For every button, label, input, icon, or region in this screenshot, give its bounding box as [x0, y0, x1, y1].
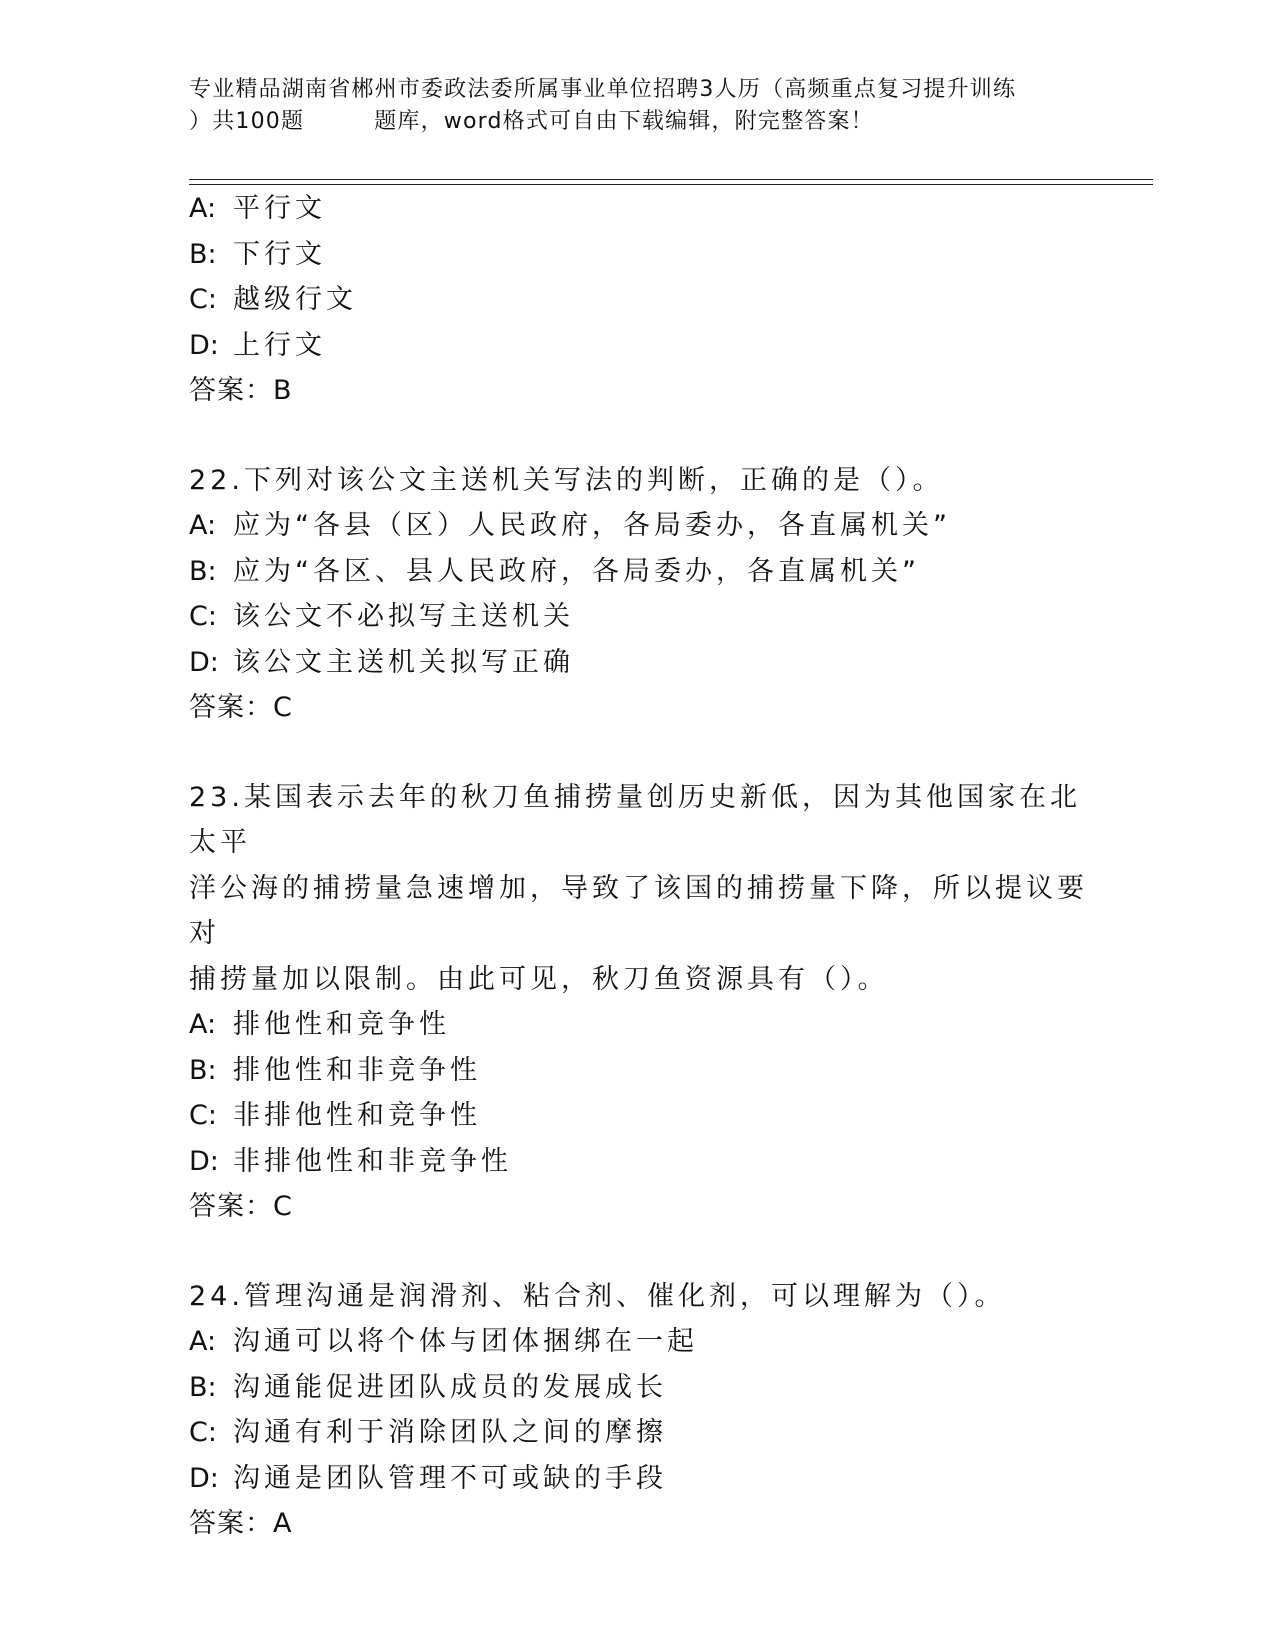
- answer: 答案：C: [189, 1191, 293, 1222]
- answer: 答案：B: [189, 375, 293, 406]
- option-b: B: 应为“各区、县人民政府，各局委办，各直属机关”: [189, 555, 920, 587]
- option-a: A: 平行文: [189, 193, 326, 224]
- option-c: C: 沟通有利于消除团队之间的摩擦: [189, 1417, 667, 1448]
- question-24: [189, 1274, 1089, 1547]
- header-line-2: [189, 106, 1089, 138]
- option-a: A: 排他性和竞争性: [189, 1009, 450, 1040]
- header-divider-bottom: [189, 184, 1153, 185]
- option-d: D: 非排他性和非竞争性: [189, 1145, 512, 1177]
- header-line-1: 专业精品湖南省郴州市委政法委所属事业单位招聘3人历（高频重点复习提升训练: [189, 77, 1017, 102]
- document-header: [189, 74, 1089, 138]
- answer: 答案：A: [189, 1508, 293, 1539]
- question-text: 22.下列对该公文主送机关写法的判断，正确的是（）。: [189, 464, 944, 496]
- option-c: C: 非排他性和竞争性: [189, 1100, 481, 1131]
- answer: 答案：C: [189, 692, 293, 723]
- header-line-2a: ）共100题: [189, 109, 305, 134]
- question-21-continued: [189, 186, 1089, 414]
- option-b: B: 排他性和非竞争性: [189, 1054, 481, 1086]
- option-d: D: 该公文主送机关拟写正确: [189, 646, 574, 678]
- header-divider-top: [189, 179, 1153, 180]
- option-a: A: 沟通可以将个体与团体捆绑在一起: [189, 1326, 698, 1357]
- header-line-2b: 题库，word格式可自由下载编辑，附完整答案！: [374, 109, 874, 134]
- question-text: 24.管理沟通是润滑剂、粘合剂、催化剂，可以理解为（）。: [189, 1280, 1006, 1312]
- question-22: [189, 458, 1089, 731]
- question-list: [189, 186, 1089, 1547]
- option-d: D: 上行文: [189, 329, 326, 361]
- option-c: C: 越级行文: [189, 284, 357, 315]
- question-text-line: 洋公海的捕捞量急速增加，导致了该国的捕捞量下降，所以提议要对: [189, 872, 1088, 949]
- question-text-line: 23.某国表示去年的秋刀鱼捕捞量创历史新低，因为其他国家在北太平: [189, 781, 1081, 858]
- option-d: D: 沟通是团队管理不可或缺的手段: [189, 1462, 667, 1494]
- option-c: C: 该公文不必拟写主送机关: [189, 601, 574, 632]
- option-b: B: 下行文: [189, 238, 326, 270]
- option-a: A: 应为“各县（区）人民政府，各局委办，各直属机关”: [189, 510, 951, 541]
- question-text-line: 捕捞量加以限制。由此可见，秋刀鱼资源具有（）。: [189, 963, 889, 995]
- option-b: B: 沟通能促进团队成员的发展成长: [189, 1371, 667, 1403]
- question-23: [189, 775, 1089, 1230]
